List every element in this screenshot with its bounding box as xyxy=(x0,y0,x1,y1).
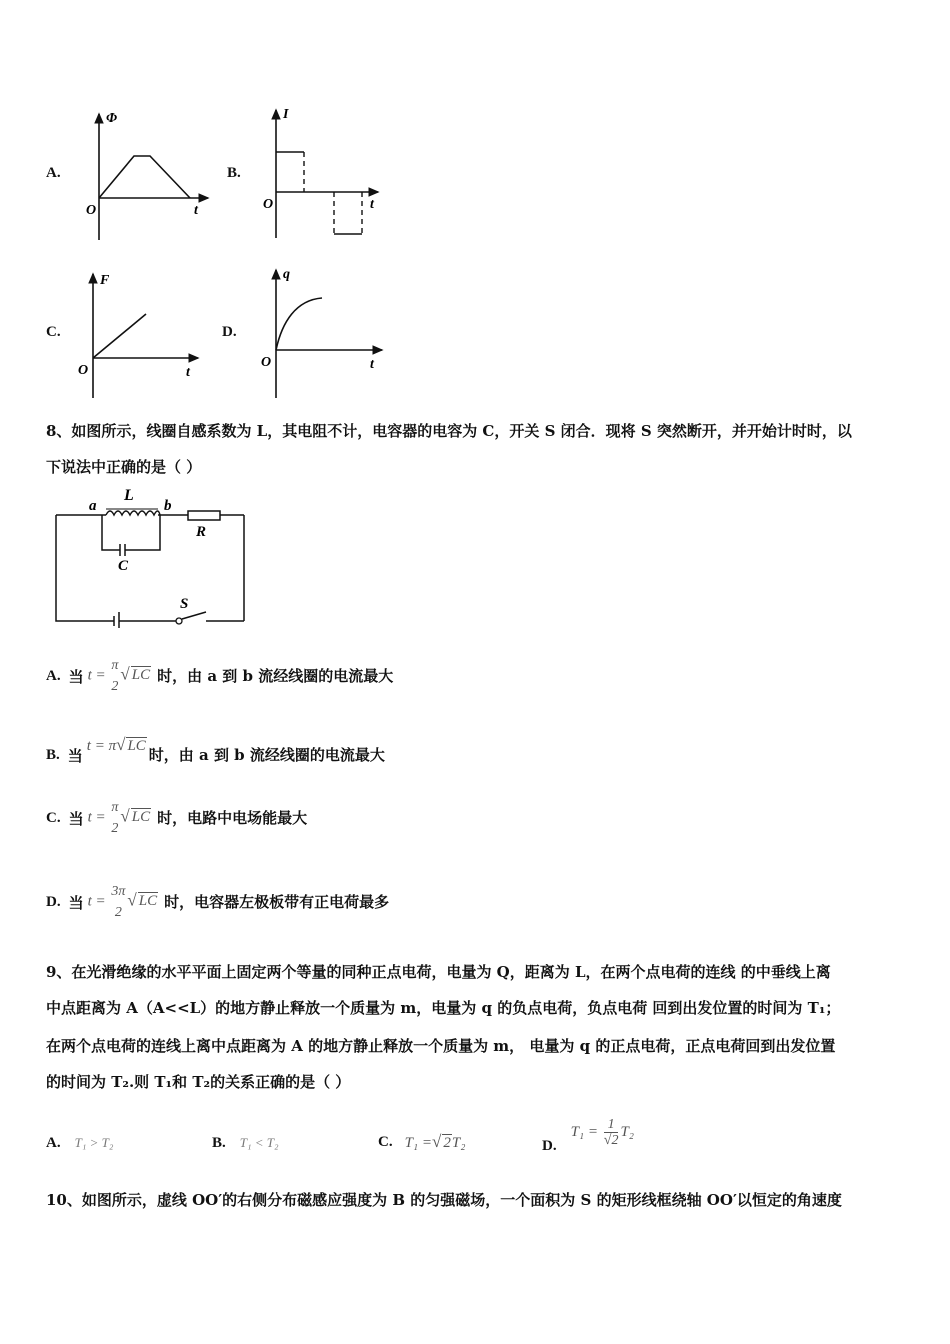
x-axis-label: t xyxy=(370,197,374,212)
capacitor-label: C xyxy=(118,558,129,574)
y-axis-label: Φ xyxy=(106,111,118,126)
origin-label: O xyxy=(263,197,274,212)
x-axis-label: t xyxy=(194,203,198,218)
origin-label: O xyxy=(86,203,97,218)
x-axis-label: t xyxy=(370,357,374,372)
q9-option-b: B. T₁ < T₂ xyxy=(212,1134,279,1151)
q9-line2: 中点距离为 A（A<<L）的地方静止释放一个质量为 m，电量为 q 的负点电荷，负点电荷 回到出发位置的时间为 T₁； xyxy=(46,999,841,1017)
q9-line4: 的时间为 T₂.则 T₁和 T₂的关系正确的是（ ） xyxy=(46,1073,351,1091)
q9-line1: 9、在光滑绝缘的水平平面上固定两个等量的同种正点电荷，电量为 Q，距离为 L，在两个点电荷的连线 的中垂线上离 xyxy=(46,963,831,981)
switch-lever xyxy=(182,612,206,619)
q8-option-d: D. 当 t = 3π 2 √ LC 时，电容器左极板带有正电荷最多 xyxy=(46,884,390,920)
force-line xyxy=(93,314,146,358)
resistor xyxy=(188,511,220,520)
q8-stem-line2: 下说法中正确的是（ ） xyxy=(46,458,202,476)
q8-stem-line1: 8、如图所示，线圈自感系数为 L，其电阻不计，电容器的电容为 C，开关 S 闭合．现将 S 突然断开，并开始计时时，以 xyxy=(46,422,852,440)
option-c-label: C. xyxy=(46,324,61,340)
graph-c xyxy=(76,266,206,402)
q8-option-a: A. 当 t = π 2 √ LC 时，由 a 到 b 流经线圈的电流最大 xyxy=(46,658,394,694)
resistor-label: R xyxy=(196,524,207,540)
switch-label: S xyxy=(180,596,189,612)
y-axis-label: F xyxy=(100,273,110,288)
node-a-label: a xyxy=(89,498,97,514)
q9-option-d: D. T₁ = $\frac{1}{√2}$ T₂ xyxy=(542,1116,635,1154)
origin-label: O xyxy=(78,363,89,378)
lc-circuit-diagram xyxy=(48,488,250,628)
graph-a xyxy=(84,104,214,246)
q8-option-c: C. 当 t = π 2 √ LC 时，电路中电场能最大 xyxy=(46,800,308,836)
switch-contact xyxy=(176,618,182,624)
graph-b xyxy=(256,100,386,242)
q10-line1: 10、如图所示，虚线 OO′的右侧分布磁感应强度为 B 的匀强磁场，一个面积为 S 的矩形线框绕轴 OO′以恒定的角速度 xyxy=(46,1191,842,1209)
q9-option-c: C. T₁ =√ 2T₂ xyxy=(378,1132,466,1151)
q8-option-c-formula: t = π 2 √ LC xyxy=(87,800,151,836)
q9-option-d-formula: T₁ = $\frac{1}{√2}$ T₂ xyxy=(570,1116,635,1148)
option-d-label: D. xyxy=(222,324,237,340)
q9-line3: 在两个点电荷的连线上离中点距离为 A 的地方静止释放一个质量为 m， 电量为 q 的正点电荷，正点电荷回到出发位置 xyxy=(46,1037,836,1055)
q8-option-d-formula: t = 3π 2 √ LC xyxy=(87,884,158,920)
q8-option-b: B. 当 t = π√ LC 时，由 a 到 b 流经线圈的电流最大 xyxy=(46,735,385,765)
charge-curve xyxy=(276,298,322,350)
option-a-label: A. xyxy=(46,165,61,181)
inductor-label: L xyxy=(124,488,134,504)
q9-option-a: A. T₁ > T₂ xyxy=(46,1134,114,1151)
graph-d xyxy=(258,262,388,402)
option-b-label: B. xyxy=(227,165,241,181)
q8-option-a-formula: t = π 2 √ LC xyxy=(87,658,151,694)
flux-curve xyxy=(99,156,190,198)
y-axis-label: I xyxy=(283,107,289,122)
inductor-coil xyxy=(106,511,160,515)
q8-option-b-formula: t = π√ LC xyxy=(86,735,146,754)
y-axis-label: q xyxy=(283,267,290,282)
node-b-label: b xyxy=(164,498,172,514)
origin-label: O xyxy=(261,355,272,370)
q9-option-c-formula: T₁ =√ 2T₂ xyxy=(404,1132,466,1151)
x-axis-label: t xyxy=(186,365,190,380)
